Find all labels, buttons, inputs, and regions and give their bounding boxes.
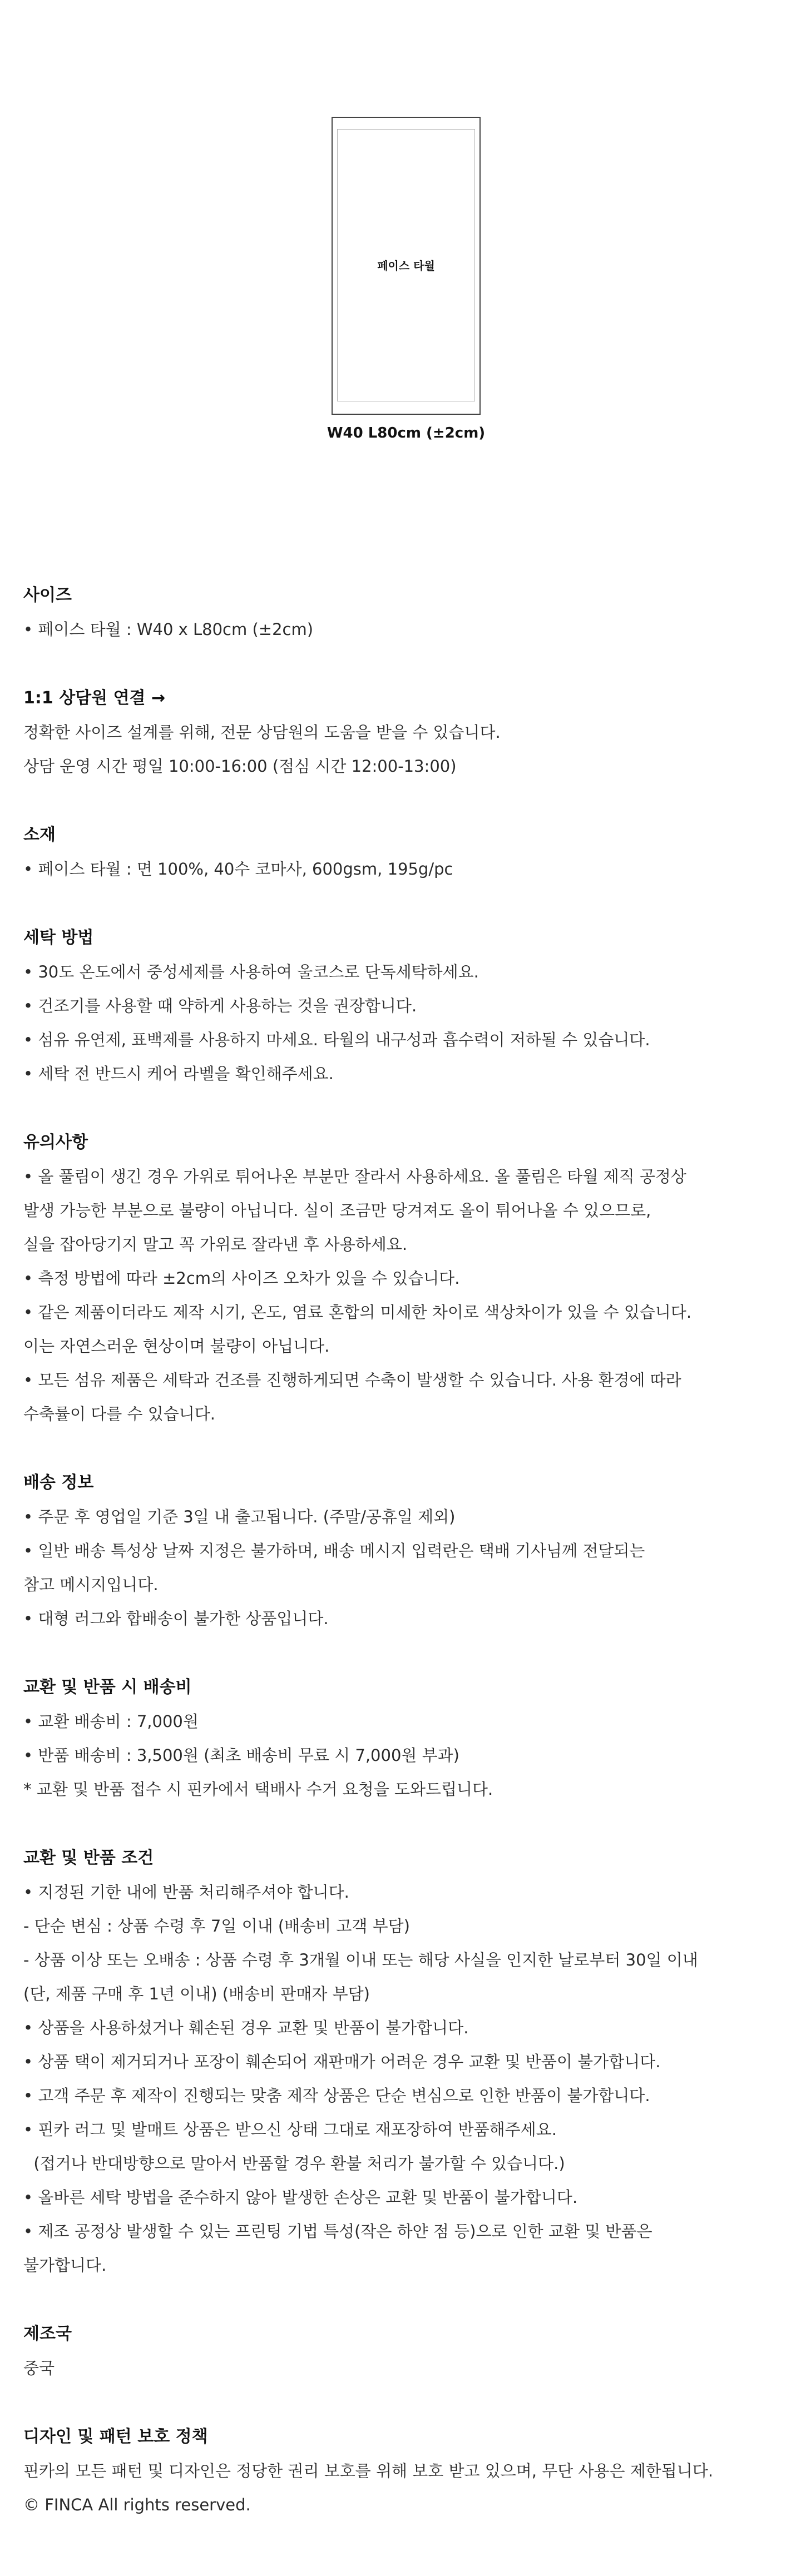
- section-title: 교환 및 반품 시 배송비: [23, 1677, 192, 1697]
- design-policy-section: [23, 2420, 785, 2522]
- info-line: 상담 운영 시간 평일 10:00-16:00 (점심 시간 12:00-13:00): [23, 757, 457, 776]
- info-line: 실을 잡아당기지 말고 꼭 가위로 잘라낸 후 사용하세요.: [23, 1235, 408, 1254]
- info-line: • 페이스 타월 : W40 x L80cm (±2cm): [23, 620, 314, 639]
- section-title: 배송 정보: [23, 1473, 94, 1492]
- info-line: • 일반 배송 특성상 날짜 지정은 불가하며, 배송 메시지 입력란은 택배 기사님께 전달되는: [23, 1541, 645, 1560]
- return-fee-section: [23, 1670, 785, 1806]
- section-title: 사이즈: [23, 585, 72, 605]
- section-title: 유의사항: [23, 1133, 88, 1152]
- info-line: • 상품 택이 제거되거나 포장이 훼손되어 재판매가 어려운 경우 교환 및 반품이 불가합니다.: [23, 2052, 661, 2071]
- info-line: • 제조 공정상 발생할 수 있는 프린팅 기법 특성(작은 하얀 점 등)으로 인한 교환 및 반품은: [23, 2222, 652, 2241]
- info-line: - 상품 이상 또는 오배송 : 상품 수령 후 3개월 이내 또는 해당 사실을 인지한 날로부터 30일 이내: [23, 1950, 698, 1969]
- consultation-section: [23, 681, 785, 783]
- section-title: 교환 및 반품 조건: [23, 1848, 154, 1868]
- product-info: [23, 578, 785, 2557]
- size-section: [23, 578, 785, 647]
- info-line: • 페이스 타월 : 면 100%, 40수 코마사, 600gsm, 195g/pc: [23, 860, 453, 878]
- info-line: (접거나 반대방향으로 말아서 반품할 경우 환불 처리가 불가할 수 있습니다.): [23, 2154, 565, 2173]
- towel-label: 페이스 타월: [377, 259, 435, 272]
- info-line: 수축률이 다를 수 있습니다.: [23, 1404, 216, 1423]
- info-line: • 측정 방법에 따라 ±2cm의 사이즈 오차가 있을 수 있습니다.: [23, 1269, 460, 1288]
- section-title: 소재: [23, 825, 56, 845]
- info-line: • 섬유 유연제, 표백제를 사용하지 마세요. 타월의 내구성과 흡수력이 저하될 수 있습니다.: [23, 1030, 650, 1049]
- info-line: • 고객 주문 후 제작이 진행되는 맞춤 제작 상품은 단순 변심으로 인한 반품이 불가합니다.: [23, 2086, 650, 2105]
- info-line: 이는 자연스러운 현상이며 불량이 아닙니다.: [23, 1337, 330, 1356]
- info-line: • 30도 온도에서 중성세제를 사용하여 울코스로 단독세탁하세요.: [23, 962, 479, 981]
- info-line: * 교환 및 반품 접수 시 핀카에서 택배사 수거 요청을 도와드립니다.: [23, 1780, 493, 1799]
- info-line: • 주문 후 영업일 기준 3일 내 출고됩니다. (주말/공휴일 제외): [23, 1507, 456, 1526]
- washing-section: [23, 921, 785, 1091]
- info-line: 참고 메시지입니다.: [23, 1575, 159, 1594]
- info-line: • 올바른 세탁 방법을 준수하지 않아 발생한 손상은 교환 및 반품이 불가합니다.: [23, 2188, 578, 2207]
- shipping-section: [23, 1466, 785, 1636]
- info-line: • 대형 러그와 합배송이 불가한 상품입니다.: [23, 1609, 329, 1628]
- info-line: 중국: [23, 2359, 55, 2378]
- section-title: 제조국: [23, 2324, 72, 2344]
- info-line: • 건조기를 사용할 때 약하게 사용하는 것을 권장합니다.: [23, 996, 417, 1015]
- info-line: • 핀카 러그 및 발매트 상품은 받으신 상태 그대로 재포장하여 반품해주세요.: [23, 2120, 557, 2139]
- origin-section: [23, 2317, 785, 2385]
- section-title: 세탁 방법: [23, 928, 94, 947]
- info-line: 정확한 사이즈 설계를 위해, 전문 상담원의 도움을 받을 수 있습니다.: [23, 723, 501, 742]
- info-line: 발생 가능한 부분으로 불량이 아닙니다. 실이 조금만 당겨져도 올이 튀어나올 수 있으므로,: [23, 1201, 651, 1220]
- info-line: • 세탁 전 반드시 케어 라벨을 확인해주세요.: [23, 1064, 334, 1083]
- consultation-link[interactable]: 1:1 상담원 연결 →: [23, 688, 166, 708]
- info-line: 불가합니다.: [23, 2256, 107, 2275]
- info-line: (단, 제품 구매 후 1년 이내) (배송비 판매자 부담): [23, 1984, 370, 2003]
- info-line: 핀카의 모든 패턴 및 디자인은 정당한 권리 보호를 위해 보호 받고 있으며, 무단 사용은 제한됩니다.: [23, 2461, 714, 2480]
- section-title: 디자인 및 패턴 보호 정책: [23, 2427, 208, 2446]
- material-section: [23, 818, 785, 886]
- size-caption: W40 L80cm (±2cm): [327, 425, 486, 441]
- info-line: • 상품을 사용하셨거나 훼손된 경우 교환 및 반품이 불가합니다.: [23, 2018, 469, 2037]
- return-conditions-section: [23, 1841, 785, 2282]
- size-diagram: [0, 0, 801, 500]
- info-line: • 같은 제품이더라도 제작 시기, 온도, 염료 혼합의 미세한 차이로 색상차이가 있을 수 있습니다.: [23, 1303, 692, 1322]
- info-line: • 지정된 기한 내에 반품 처리해주셔야 합니다.: [23, 1883, 349, 1902]
- info-line: © FINCA All rights reserved.: [23, 2495, 251, 2514]
- info-line: • 교환 배송비 : 7,000원: [23, 1712, 199, 1731]
- info-line: • 모든 섬유 제품은 세탁과 건조를 진행하게되면 수축이 발생할 수 있습니다. 사용 환경에 따라: [23, 1371, 681, 1389]
- info-line: • 반품 배송비 : 3,500원 (최초 배송비 무료 시 7,000원 부과): [23, 1746, 459, 1765]
- info-line: - 단순 변심 : 상품 수령 후 7일 이내 (배송비 고객 부담): [23, 1917, 410, 1935]
- info-line: • 올 풀림이 생긴 경우 가위로 튀어나온 부분만 잘라서 사용하세요. 올 풀림은 타월 제직 공정상: [23, 1167, 686, 1186]
- caution-section: [23, 1125, 785, 1431]
